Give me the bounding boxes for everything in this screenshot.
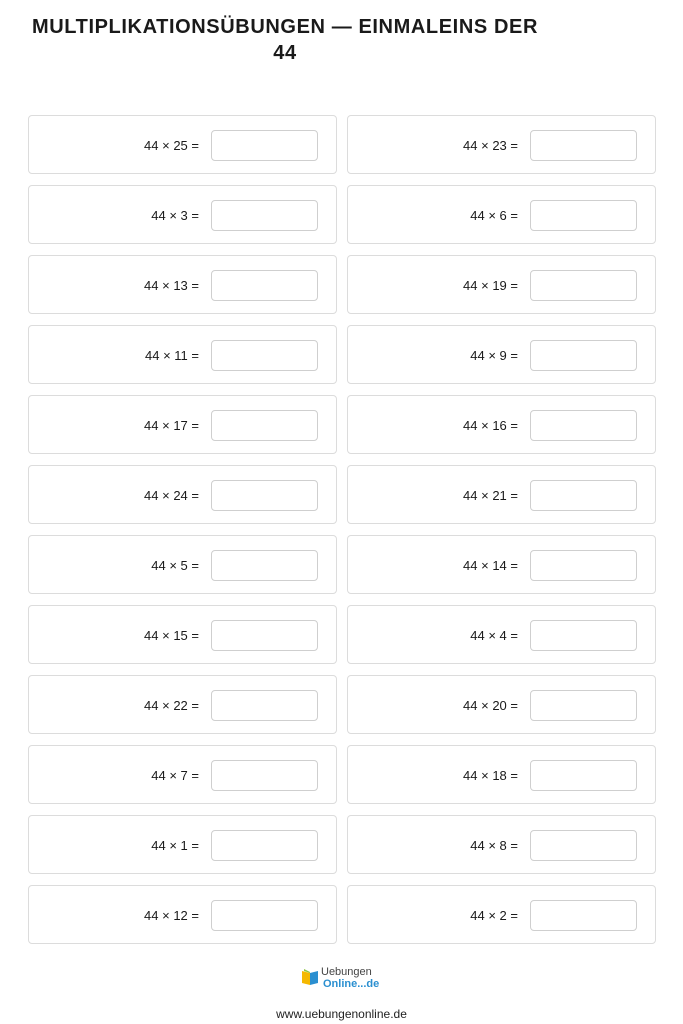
exercise-card [28, 675, 337, 734]
book-icon [301, 968, 319, 986]
answer-input[interactable] [530, 200, 637, 231]
footer-url: www.uebungenonline.de [276, 1007, 407, 1021]
answer-input[interactable] [211, 620, 318, 651]
logo-text-line1: Uebungen [321, 966, 372, 978]
page-title-line2: 44 [273, 42, 297, 64]
answer-input[interactable] [530, 620, 637, 651]
exercise-expression: 44 × 13 = [144, 278, 199, 293]
exercise-expression: 44 × 9 = [470, 348, 518, 363]
exercise-card [347, 815, 656, 874]
exercise-card [28, 815, 337, 874]
exercise-grid [28, 115, 656, 944]
exercise-expression: 44 × 2 = [470, 908, 518, 923]
exercise-expression: 44 × 22 = [144, 698, 199, 713]
answer-input[interactable] [211, 480, 318, 511]
exercise-card [347, 115, 656, 174]
answer-input[interactable] [211, 200, 318, 231]
exercise-expression: 44 × 11 = [145, 348, 199, 363]
exercise-expression: 44 × 4 = [470, 628, 518, 643]
answer-input[interactable] [530, 690, 637, 721]
exercise-expression: 44 × 12 = [144, 908, 199, 923]
exercise-card [28, 395, 337, 454]
answer-input[interactable] [530, 410, 637, 441]
exercise-expression: 44 × 18 = [463, 768, 518, 783]
exercise-expression: 44 × 19 = [463, 278, 518, 293]
exercise-card [28, 325, 337, 384]
exercise-expression: 44 × 25 = [144, 138, 199, 153]
exercise-card [28, 465, 337, 524]
exercise-expression: 44 × 14 = [463, 558, 518, 573]
exercise-card [347, 395, 656, 454]
answer-input[interactable] [530, 270, 637, 301]
answer-input[interactable] [530, 480, 637, 511]
exercise-expression: 44 × 7 = [151, 768, 199, 783]
exercise-card [347, 185, 656, 244]
exercise-expression: 44 × 6 = [470, 208, 518, 223]
exercise-expression: 44 × 21 = [463, 488, 518, 503]
answer-input[interactable] [530, 900, 637, 931]
answer-input[interactable] [530, 550, 637, 581]
exercise-expression: 44 × 16 = [463, 418, 518, 433]
page-title-line1: MULTIPLIKATIONSÜBUNGEN — EINMALEINS DER [32, 16, 538, 38]
answer-input[interactable] [211, 690, 318, 721]
exercise-card [347, 745, 656, 804]
logo-text-line2: Online...de [323, 978, 380, 990]
exercise-card [28, 255, 337, 314]
exercise-card [347, 255, 656, 314]
exercise-expression: 44 × 24 = [144, 488, 199, 503]
answer-input[interactable] [530, 830, 637, 861]
exercise-expression: 44 × 15 = [144, 628, 199, 643]
site-logo [301, 966, 383, 992]
exercise-expression: 44 × 8 = [470, 838, 518, 853]
exercise-expression: 44 × 17 = [144, 418, 199, 433]
exercise-card [347, 535, 656, 594]
answer-input[interactable] [211, 270, 318, 301]
exercise-card [28, 745, 337, 804]
answer-input[interactable] [530, 130, 637, 161]
answer-input[interactable] [211, 550, 318, 581]
exercise-card [347, 605, 656, 664]
exercise-card [28, 185, 337, 244]
answer-input[interactable] [211, 830, 318, 861]
exercise-card [28, 885, 337, 944]
exercise-expression: 44 × 20 = [463, 698, 518, 713]
answer-input[interactable] [530, 340, 637, 371]
exercise-card [347, 465, 656, 524]
exercise-expression: 44 × 3 = [151, 208, 199, 223]
answer-input[interactable] [211, 130, 318, 161]
exercise-card [347, 325, 656, 384]
exercise-card [28, 605, 337, 664]
page-title [18, 14, 552, 66]
exercise-card [28, 535, 337, 594]
exercise-expression: 44 × 1 = [151, 838, 199, 853]
answer-input[interactable] [211, 340, 318, 371]
answer-input[interactable] [211, 410, 318, 441]
answer-input[interactable] [211, 900, 318, 931]
exercise-card [28, 115, 337, 174]
exercise-card [347, 885, 656, 944]
exercise-expression: 44 × 23 = [463, 138, 518, 153]
exercise-expression: 44 × 5 = [151, 558, 199, 573]
exercise-card [347, 675, 656, 734]
answer-input[interactable] [530, 760, 637, 791]
answer-input[interactable] [211, 760, 318, 791]
